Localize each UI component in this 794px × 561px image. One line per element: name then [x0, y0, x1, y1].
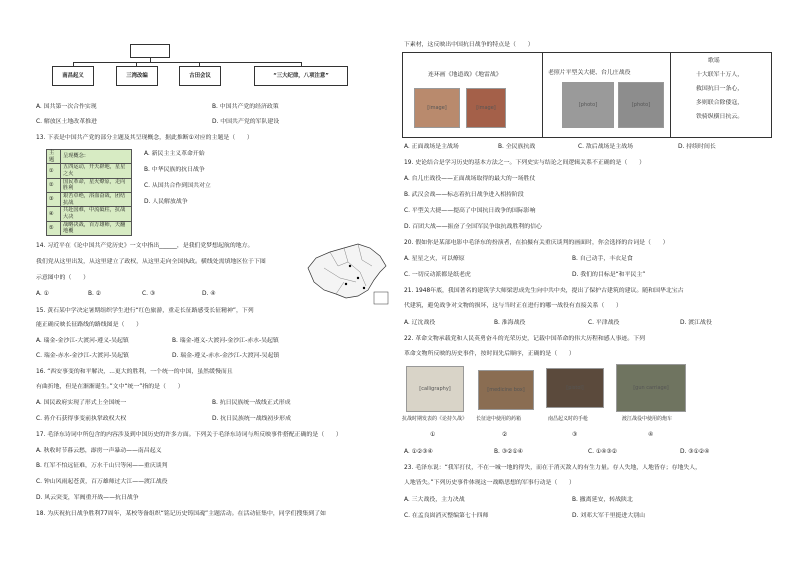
material-1-image-a: [image]	[414, 88, 460, 128]
material-1-image-b: [image]	[466, 88, 506, 128]
material-3-line: 多则联合除倭寇，	[696, 100, 744, 106]
q14-option-b: B. ②	[88, 291, 102, 297]
q23-option-d: D. 刘邓大军千里挺进大别山	[572, 513, 646, 519]
artifact-caption-2: 长征途中使用的药箱	[476, 416, 522, 422]
material-3-line: 铁骑纵横日抗云。	[696, 114, 744, 120]
q23-option-b: B. 撤离延安，转战陕北	[572, 497, 633, 503]
flow-chart-top-box	[130, 44, 170, 58]
q20-option-a: A. 星星之火，可以燎原	[404, 256, 465, 262]
q23-option-a: A. 三大战役，主力决战	[404, 497, 465, 503]
q12-option-d: D. 中国共产党的军队建设	[212, 119, 280, 125]
q18-option-a: A. 正面战场是主战场	[404, 144, 459, 150]
material-1-title: 连环画《地道战》《地雷战》	[428, 72, 502, 78]
q19-stem: 19. 史论结合是学习历史的基本方法之一。下列史实与结论之间逻辑关系不正确的是（ ）	[404, 160, 645, 166]
artifact-num-2: ②	[502, 432, 508, 438]
q15-line1: 15. 黄石某中学决定暑期组织学生进行“红色旅游，重走长征路感受长征精神”，下列	[36, 308, 254, 314]
table-cell: 国民革命，星火燎原，走向胜利	[61, 178, 132, 192]
q13-option-d: D. 人民解放战争	[144, 199, 188, 205]
q20-stem: 20. 假如你是某部电影中毛泽东的扮演者，在拍摄有关重庆谈判的画面时，你会选择的台词是（ ）	[404, 240, 669, 246]
table-cell: ②	[47, 178, 61, 192]
q21-line2: 代建筑，避免战争对文物的损坏，这与当时正在进行的哪一战役有直接关系（ ）	[404, 303, 622, 309]
q14-option-d: D. ④	[202, 291, 216, 297]
q22-line1: 22. 革命文物承载党和人民英勇奋斗的光荣历史，记载中国革命的伟大历程和感人事迹。下列	[404, 336, 645, 342]
q15-option-b: B. 瑞金-遵义-大渡河-金沙江-赤水-吴起镇	[172, 338, 279, 344]
artifact-num-1: ①	[430, 432, 436, 438]
q19-option-d: D. 百团大战——振奋了全国军民争取抗战胜利的信心	[404, 224, 542, 230]
table-cell: ③	[47, 192, 61, 206]
artifact-image-1: [calligraphy]	[406, 366, 464, 412]
q20-option-c: C. 一切反动派都是纸老虎	[404, 272, 471, 278]
q17-line1: 17. 毛泽东诗词中所包含的内容涉及到中国历史的许多方面。下列关于毛泽东诗词与所反映事件搭配正确的是（ ）	[36, 432, 342, 438]
q18-continuation: 下素材，这反映出中国抗日战争的特点是（ ）	[404, 42, 534, 48]
artifact-num-4: ④	[648, 432, 654, 438]
q14-line2: 我们党从这里出发，从这里建立了政权，从这里走向全国执政。横线处需填地区位于下图	[36, 259, 266, 265]
table-cell: 五四运动，开天辟地，星星之火	[61, 164, 132, 178]
q22-option-d: D. ③①②④	[680, 449, 710, 455]
q16-option-d: D. 抗日民族统一战线初步形成	[212, 416, 291, 422]
q21-option-c: C. 平津战役	[588, 320, 620, 326]
q18-line1: 18. 为庆祝抗日战争胜利77周年，某校等备组织“铭记历史铸国魂”主题活动。在活动征集中，同学们搜集到了如	[36, 511, 326, 517]
material-3-line: 救国抗日一条心，	[696, 86, 744, 92]
materials-divider	[670, 52, 671, 138]
material-3-line: 十大联军十万人，	[696, 72, 744, 78]
artifact-image-3: [pistol]	[546, 368, 604, 408]
q13-stem: 13. 下表是中国共产党的部分主题及其呈现概念，据此推断①对应的主题是（ ）	[36, 135, 253, 141]
artifact-caption-3: 南昌起义时的手枪	[548, 416, 589, 422]
material-2-image-b: [photo]	[618, 82, 664, 128]
q17-option-a: A. 秋收时节暮云愁，霹雳一声暴动——南昌起义	[36, 448, 162, 454]
q12-option-b: B. 中国共产党的经济政策	[212, 104, 279, 110]
q17-option-d: D. 风云突变，军阀重开战——抗日战争	[36, 495, 139, 501]
q23-option-c: C. 在孟良崮消灭整编第七十四师	[404, 513, 489, 519]
q22-option-c: C. ①④③②	[588, 449, 617, 455]
q14-line1: 14. 习近平在《论中国共产党历史》一文中指出______，是我们党梦想起航的地方。	[36, 243, 254, 249]
q21-option-b: B. 淮海战役	[494, 320, 526, 326]
q22-option-b: B. ③②①④	[494, 449, 523, 455]
table-cell: 共赴国难，中流砥柱，抗战大决	[61, 207, 132, 221]
q21-option-a: A. 辽沈战役	[404, 320, 436, 326]
q18-option-c: C. 敌后战场是主战场	[578, 144, 633, 150]
q20-option-d: D. 我们的目标是“和平民主”	[572, 272, 646, 278]
q20-option-b: B. 自己动手，丰衣足食	[572, 256, 633, 262]
artifact-caption-4: 渡江战役中使用的炮车	[622, 416, 673, 422]
artifact-num-3: ③	[572, 432, 578, 438]
artifact-image-2: [medicine box]	[478, 370, 534, 410]
q14-option-c: C. ③	[142, 291, 156, 297]
table-cell: ⑤	[47, 221, 61, 235]
q17-option-b: B. 红军不怕远征难，万水千山只等闲——重庆谈判	[36, 463, 168, 469]
q14-option-a: A. ①	[36, 291, 49, 297]
flow-node-gutian: 古田会议	[179, 66, 221, 86]
flow-connector	[73, 62, 301, 63]
q23-line2: 人地皆失。”下列历史事件体现这一战略思想的军事行动是（ ）	[404, 480, 575, 486]
artifact-caption-1: 抗战时期发表的《论持久战》	[402, 416, 468, 422]
material-2-image-a: [photo]	[562, 82, 614, 128]
q19-option-c: C. 平型关大捷——提高了中国抗日战争的国际影响	[404, 208, 536, 214]
q18-option-b: B. 全民族抗战	[498, 144, 536, 150]
flow-node-nanchang: 南昌起义	[52, 66, 94, 86]
table-cell: ④	[47, 207, 61, 221]
artifact-image-4: [gun carriage]	[616, 364, 686, 412]
q15-option-a: A. 瑞金-金沙江-大渡河-遵义-吴起镇	[36, 338, 129, 344]
table-cell: 战略决战，百万雄师，天翻地覆	[61, 221, 132, 235]
q19-option-a: A. 台儿庄战役——正面战场取得的最大的一场胜仗	[404, 176, 536, 182]
q16-option-a: A. 国民政府实现了形式上全国统一	[36, 400, 127, 406]
material-3-title: 歌谣	[708, 58, 720, 64]
table-header-cell: 呈现概念：	[61, 150, 132, 164]
q15-option-d: D. 瑞金-遵义-赤水-金沙江-大渡河-吴起镇	[172, 353, 280, 359]
q14-line3: 示意图中的（ ）	[36, 275, 90, 281]
q12-option-c: C. 解放区土地改革推进	[36, 119, 97, 125]
china-map	[300, 238, 394, 308]
table-cell: ①	[47, 164, 61, 178]
q22-option-a: A. ①②③④	[404, 449, 433, 455]
table-header-cell: 主题	[47, 150, 61, 164]
table-cell: 艰苦卓绝，浴血奋战，团结抗战	[61, 192, 132, 206]
materials-divider	[542, 52, 543, 138]
q21-line1: 21. 1948年底，我国著名的建筑学大师梁思成先生向中共中央，提出了保护古建筑的建议。随和国华北宝古	[404, 288, 684, 294]
q13-option-b: B. 中华民族的抗日战争	[144, 167, 205, 173]
material-2-title: 老照片平型关大捷、台儿庄战役	[548, 70, 631, 76]
q17-option-c: C. 钟山风雨起苍黄，百万雄师过大江——渡江战役	[36, 479, 168, 485]
q13-option-a: A. 新民主主义革命开始	[144, 151, 205, 157]
q12-option-a: A. 国共第一次合作实现	[36, 104, 97, 110]
q18-option-d: D. 持续时间长	[678, 144, 716, 150]
q22-line2: 革命文物所反映的历史事件，按时间先后顺序，正确的是（ ）	[404, 351, 575, 357]
q21-option-d: D. 渡江战役	[680, 320, 712, 326]
q23-line1: 23. 毛泽东说：“我军打仗，不在一城一地的得失，而在于消灭敌人的有生力量。存人失地，人地皆存；存地失人，	[404, 465, 702, 471]
q16-line2: 有曲折地，但是在渐渐诞生。”文中“统一”指的是（ ）	[36, 384, 184, 390]
flow-node-discipline: “三大纪律，八项注意”	[254, 66, 348, 86]
q19-option-b: B. 武汉会战——标志着抗日战争进入相持阶段	[404, 192, 524, 198]
q13-table	[46, 149, 132, 236]
q16-option-b: B. 抗日民族统一战线正式形成	[212, 400, 291, 406]
q16-option-c: C. 蒋介石获得事变前执掌政权大权	[36, 416, 127, 422]
q13-option-c: C. 从国共合作到国共对立	[144, 183, 211, 189]
q15-option-c: C. 瑞金-赤水-金沙江-大渡河-吴起镇	[36, 353, 129, 359]
q16-line1: 16. “西安事变的和平解决，...更大的胜利，一个统一的中国，虽然缓慢而且	[36, 369, 233, 375]
flow-node-sanwan: 三湾改编	[116, 66, 158, 86]
q15-line2: 能正确反映长征路线的路线图是（ ）	[36, 322, 143, 328]
